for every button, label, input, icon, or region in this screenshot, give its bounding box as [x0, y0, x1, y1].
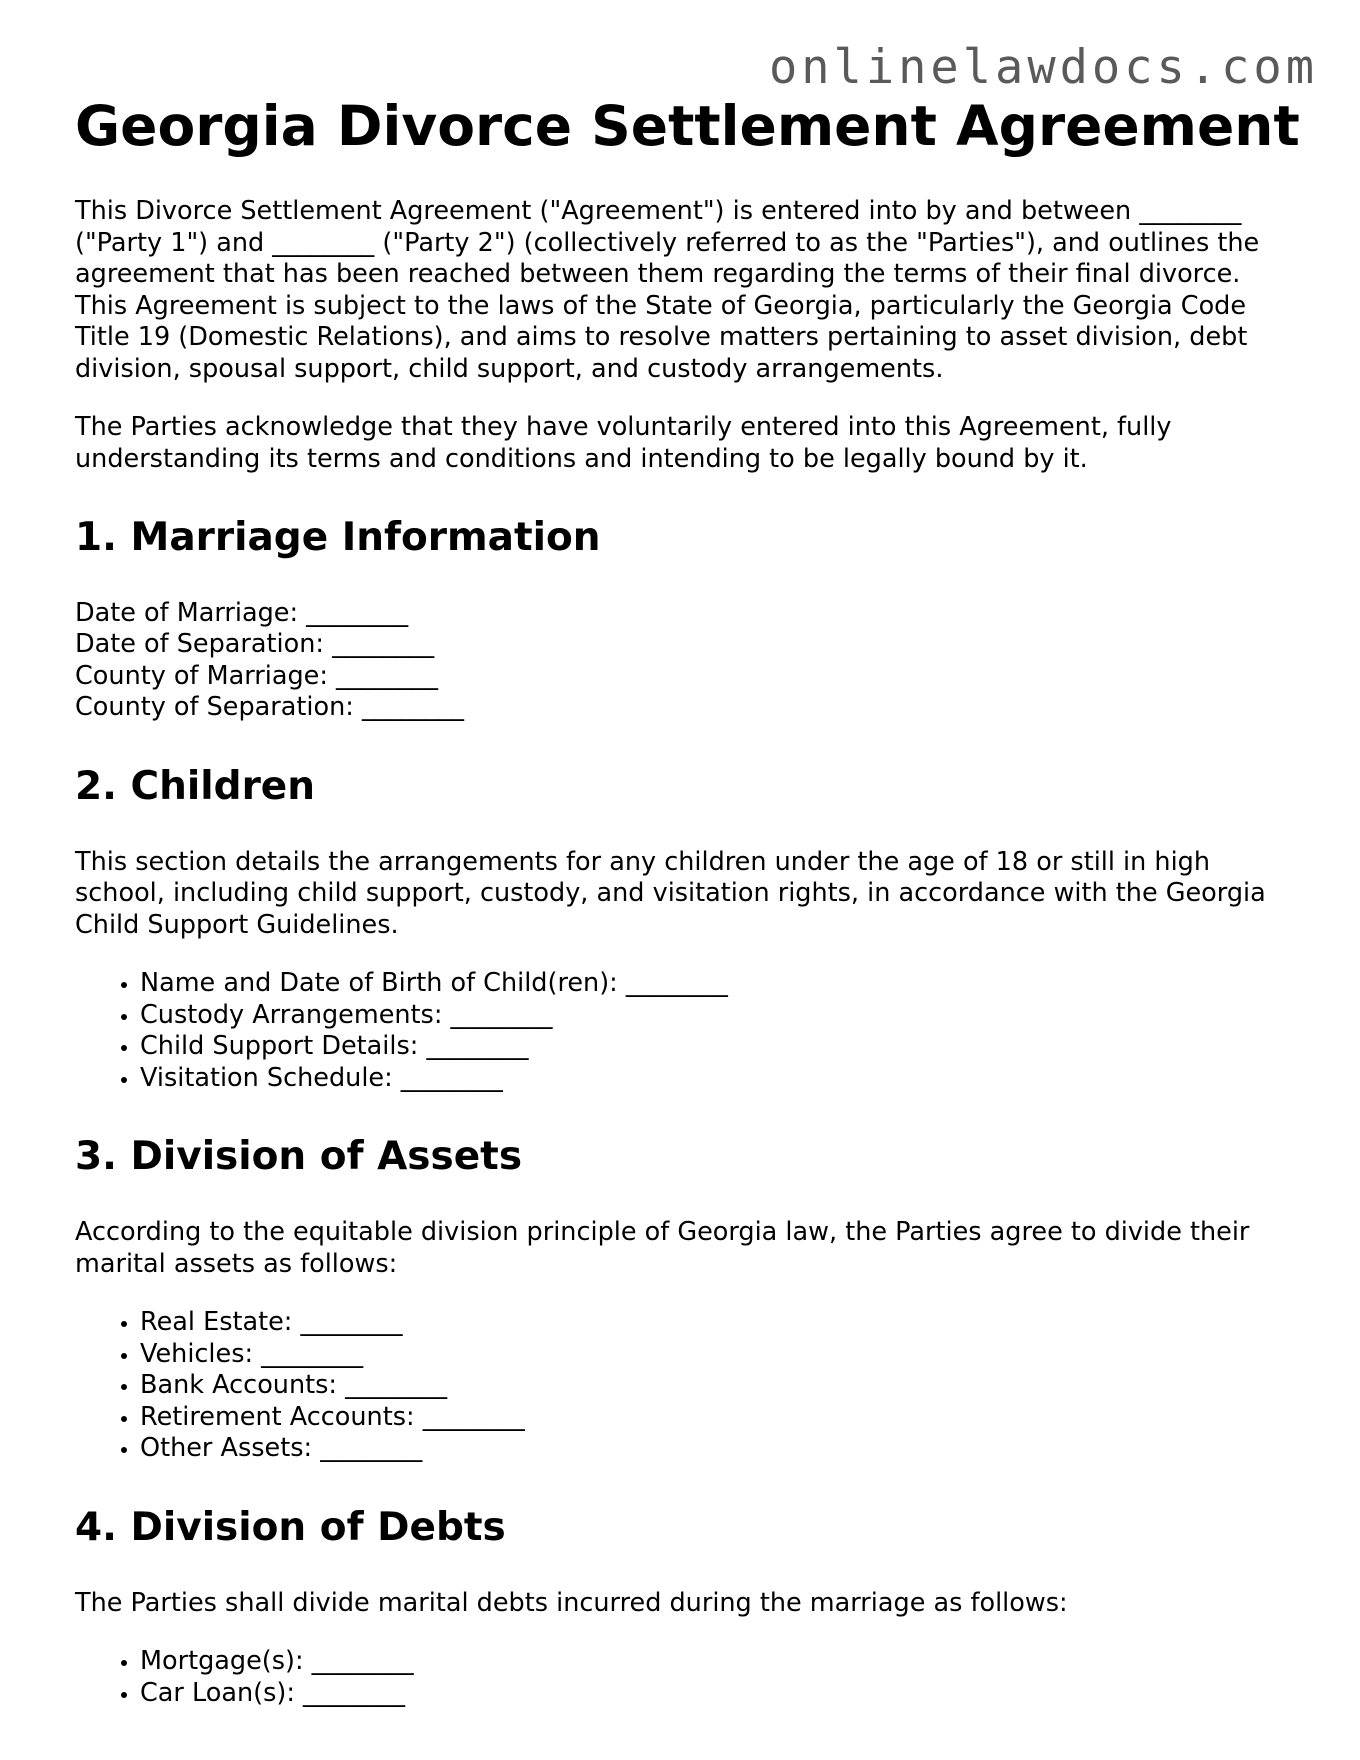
section-heading-children: 2. Children [75, 763, 316, 809]
date-of-marriage-field: Date of Marriage: ________ [75, 597, 409, 628]
list-item: • Name and Date of Birth of Child(ren): ________ [140, 968, 1295, 1000]
date-of-separation-field: Date of Separation: ________ [75, 629, 435, 660]
list-item: • Retirement Accounts: ________ [140, 1402, 1295, 1434]
list-item: • Vehicles: ________ [140, 1339, 1295, 1371]
section-heading-debts: 4. Division of Debts [75, 1504, 506, 1550]
watermark: onlinelawdocs.com [768, 40, 1318, 95]
list-item: • Bank Accounts: ________ [140, 1370, 1295, 1402]
county-of-marriage-field: County of Marriage: ________ [75, 660, 439, 691]
assets-paragraph: According to the equitable division principle of Georgia law, the Parties agree to divide their marital assets as follows: [75, 1217, 1250, 1279]
debts-paragraph: The Parties shall divide marital debts incurred during the marriage as follows: [75, 1587, 1068, 1618]
marriage-fields [75, 598, 1295, 724]
document-body [75, 196, 1295, 1739]
children-paragraph: This section details the arrangements for any children under the age of 18 or still in high school, including child support, custody, and visitation rights, in accordance with the Georgia Child Support Guidelines. [75, 846, 1266, 940]
section-heading-marriage: 1. Marriage Information [75, 515, 601, 560]
acknowledgement-paragraph: The Parties acknowledge that they have voluntarily entered into this Agreement, fully understanding its terms and conditions and intending to be legally bound by it. [75, 412, 1172, 474]
list-item: • Child Support Details: ________ [140, 1031, 1295, 1063]
list-item: • Other Assets: ________ [140, 1433, 1295, 1465]
list-item: • Custody Arrangements: ________ [140, 1000, 1295, 1032]
intro-paragraph: This Divorce Settlement Agreement ("Agreement") is entered into by and between ________ ("Party 1") and ________ ("Party 2") (collectively referred to as the "Parties"), and outlines the agreement that has been reached between them regarding the terms of their final divorce. This Agreement is subject to the laws of the State of Georgia, particularly the Georgia Code Title 19 (Domestic Relations), and aims to resolve matters pertaining to asset division, debt division, spousal support, child support, and custody arrangements. [75, 196, 1260, 384]
children-list [75, 968, 1295, 1094]
debts-list [75, 1646, 1295, 1709]
list-item: • Mortgage(s): ________ [140, 1646, 1295, 1678]
list-item: • Real Estate: ________ [140, 1307, 1295, 1339]
document-title: Georgia Divorce Settlement Agreement [75, 94, 1300, 158]
county-of-separation-field: County of Separation: ________ [75, 692, 464, 723]
list-item: • Car Loan(s): ________ [140, 1678, 1295, 1710]
section-heading-assets: 3. Division of Assets [75, 1134, 523, 1180]
assets-list [75, 1307, 1295, 1465]
list-item: • Visitation Schedule: ________ [140, 1063, 1295, 1095]
